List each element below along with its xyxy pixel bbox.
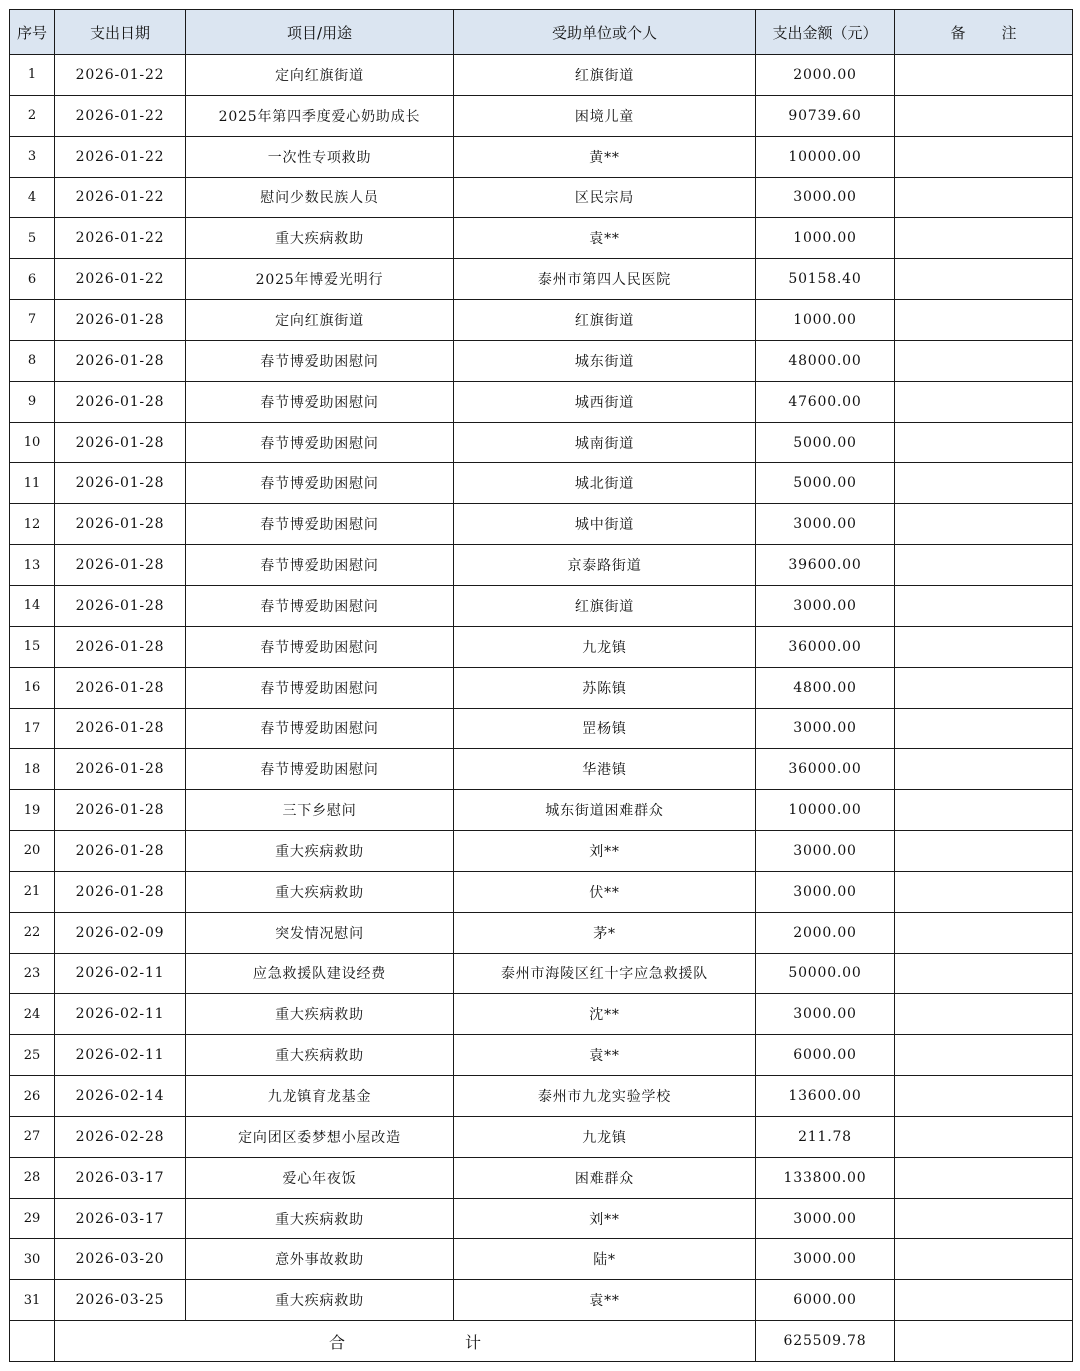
row-index: 24 xyxy=(10,994,55,1035)
row-project: 重大疾病救助 xyxy=(186,1280,454,1321)
row-recipient: 红旗街道 xyxy=(454,585,756,626)
row-recipient: 城东街道困难群众 xyxy=(454,790,756,831)
row-amount: 3000.00 xyxy=(756,504,895,545)
row-recipient: 困境儿童 xyxy=(454,95,756,136)
total-index-cell xyxy=(10,1321,55,1362)
row-remark xyxy=(895,708,1073,749)
row-date: 2026-01-28 xyxy=(55,545,186,586)
row-amount: 6000.00 xyxy=(756,1280,895,1321)
row-recipient: 城东街道 xyxy=(454,340,756,381)
row-remark xyxy=(895,136,1073,177)
row-remark xyxy=(895,504,1073,545)
row-index: 25 xyxy=(10,1035,55,1076)
row-project: 春节博爱助困慰问 xyxy=(186,667,454,708)
row-project: 2025年博爱光明行 xyxy=(186,259,454,300)
row-recipient: 泰州市九龙实验学校 xyxy=(454,1076,756,1117)
total-label-char-2: 计 xyxy=(465,1332,482,1352)
row-recipient: 九龙镇 xyxy=(454,626,756,667)
row-date: 2026-01-28 xyxy=(55,585,186,626)
row-remark xyxy=(895,953,1073,994)
table-header xyxy=(10,10,1073,55)
row-date: 2026-03-17 xyxy=(55,1157,186,1198)
row-date: 2026-01-28 xyxy=(55,300,186,341)
row-remark xyxy=(895,1116,1073,1157)
row-index: 17 xyxy=(10,708,55,749)
row-index: 1 xyxy=(10,55,55,96)
expenditure-table-container xyxy=(9,9,1072,1362)
row-amount: 47600.00 xyxy=(756,381,895,422)
row-amount: 5000.00 xyxy=(756,422,895,463)
row-amount: 36000.00 xyxy=(756,626,895,667)
table-footer xyxy=(10,1321,1073,1362)
row-recipient: 区民宗局 xyxy=(454,177,756,218)
table-row xyxy=(10,545,1073,586)
table-row xyxy=(10,626,1073,667)
row-remark xyxy=(895,871,1073,912)
row-amount: 36000.00 xyxy=(756,749,895,790)
row-date: 2026-01-28 xyxy=(55,749,186,790)
row-index: 4 xyxy=(10,177,55,218)
table-row xyxy=(10,790,1073,831)
row-amount: 39600.00 xyxy=(756,545,895,586)
row-index: 27 xyxy=(10,1116,55,1157)
row-date: 2026-03-20 xyxy=(55,1239,186,1280)
row-index: 30 xyxy=(10,1239,55,1280)
row-project: 重大疾病救助 xyxy=(186,218,454,259)
row-recipient: 苏陈镇 xyxy=(454,667,756,708)
row-index: 20 xyxy=(10,831,55,872)
row-date: 2026-01-22 xyxy=(55,95,186,136)
row-project: 春节博爱助困慰问 xyxy=(186,463,454,504)
row-amount: 50000.00 xyxy=(756,953,895,994)
table-row xyxy=(10,55,1073,96)
row-project: 重大疾病救助 xyxy=(186,1198,454,1239)
row-amount: 133800.00 xyxy=(756,1157,895,1198)
row-index: 29 xyxy=(10,1198,55,1239)
row-project: 一次性专项救助 xyxy=(186,136,454,177)
table-row xyxy=(10,177,1073,218)
table-row xyxy=(10,259,1073,300)
row-remark xyxy=(895,667,1073,708)
table-row xyxy=(10,1157,1073,1198)
row-amount: 2000.00 xyxy=(756,55,895,96)
row-amount: 3000.00 xyxy=(756,177,895,218)
row-index: 6 xyxy=(10,259,55,300)
header-row xyxy=(10,10,1073,55)
row-recipient: 城中街道 xyxy=(454,504,756,545)
row-date: 2026-02-11 xyxy=(55,953,186,994)
row-project: 春节博爱助困慰问 xyxy=(186,422,454,463)
row-amount: 3000.00 xyxy=(756,585,895,626)
row-amount: 10000.00 xyxy=(756,790,895,831)
row-recipient: 沈** xyxy=(454,994,756,1035)
row-date: 2026-01-22 xyxy=(55,136,186,177)
row-remark xyxy=(895,1198,1073,1239)
row-index: 16 xyxy=(10,667,55,708)
table-row xyxy=(10,340,1073,381)
row-date: 2026-01-28 xyxy=(55,790,186,831)
row-index: 28 xyxy=(10,1157,55,1198)
row-amount: 3000.00 xyxy=(756,871,895,912)
row-recipient: 袁** xyxy=(454,1035,756,1076)
total-amount: 625509.78 xyxy=(756,1321,895,1362)
row-amount: 3000.00 xyxy=(756,708,895,749)
header-index: 序号 xyxy=(10,10,55,55)
row-date: 2026-01-28 xyxy=(55,504,186,545)
row-index: 10 xyxy=(10,422,55,463)
row-date: 2026-01-28 xyxy=(55,381,186,422)
row-recipient: 茅* xyxy=(454,912,756,953)
row-date: 2026-02-28 xyxy=(55,1116,186,1157)
row-recipient: 罡杨镇 xyxy=(454,708,756,749)
row-date: 2026-01-28 xyxy=(55,626,186,667)
table-row xyxy=(10,300,1073,341)
row-project: 定向红旗街道 xyxy=(186,55,454,96)
row-index: 26 xyxy=(10,1076,55,1117)
row-remark xyxy=(895,259,1073,300)
row-amount: 4800.00 xyxy=(756,667,895,708)
row-recipient: 华港镇 xyxy=(454,749,756,790)
row-project: 重大疾病救助 xyxy=(186,994,454,1035)
row-index: 8 xyxy=(10,340,55,381)
row-date: 2026-02-14 xyxy=(55,1076,186,1117)
row-remark xyxy=(895,340,1073,381)
row-project: 九龙镇育龙基金 xyxy=(186,1076,454,1117)
row-project: 定向红旗街道 xyxy=(186,300,454,341)
row-project: 重大疾病救助 xyxy=(186,871,454,912)
row-index: 19 xyxy=(10,790,55,831)
row-remark xyxy=(895,585,1073,626)
table-row xyxy=(10,1035,1073,1076)
row-project: 爱心年夜饭 xyxy=(186,1157,454,1198)
row-project: 突发情况慰问 xyxy=(186,912,454,953)
row-date: 2026-01-28 xyxy=(55,708,186,749)
row-amount: 10000.00 xyxy=(756,136,895,177)
row-date: 2026-03-17 xyxy=(55,1198,186,1239)
row-amount: 50158.40 xyxy=(756,259,895,300)
row-index: 12 xyxy=(10,504,55,545)
row-amount: 90739.60 xyxy=(756,95,895,136)
row-remark xyxy=(895,1157,1073,1198)
table-row xyxy=(10,1116,1073,1157)
row-remark xyxy=(895,1280,1073,1321)
row-project: 三下乡慰问 xyxy=(186,790,454,831)
row-remark xyxy=(895,749,1073,790)
table-row xyxy=(10,1076,1073,1117)
header-project: 项目/用途 xyxy=(186,10,454,55)
row-amount: 6000.00 xyxy=(756,1035,895,1076)
row-remark xyxy=(895,218,1073,259)
row-remark xyxy=(895,1035,1073,1076)
row-index: 5 xyxy=(10,218,55,259)
row-index: 22 xyxy=(10,912,55,953)
row-amount: 211.78 xyxy=(756,1116,895,1157)
table-row xyxy=(10,708,1073,749)
row-date: 2026-01-22 xyxy=(55,259,186,300)
table-row xyxy=(10,871,1073,912)
row-date: 2026-01-28 xyxy=(55,667,186,708)
header-amount: 支出金额（元） xyxy=(756,10,895,55)
total-row xyxy=(10,1321,1073,1362)
header-remark-char-2: 注 xyxy=(1001,23,1017,42)
row-recipient: 城南街道 xyxy=(454,422,756,463)
row-date: 2026-01-28 xyxy=(55,422,186,463)
row-remark xyxy=(895,1239,1073,1280)
row-recipient: 黄** xyxy=(454,136,756,177)
row-date: 2026-01-22 xyxy=(55,55,186,96)
row-date: 2026-01-28 xyxy=(55,340,186,381)
table-row xyxy=(10,953,1073,994)
row-amount: 3000.00 xyxy=(756,1198,895,1239)
header-remark-char-1: 备 xyxy=(950,23,966,42)
row-remark xyxy=(895,463,1073,504)
header-date: 支出日期 xyxy=(55,10,186,55)
row-date: 2026-01-22 xyxy=(55,177,186,218)
row-date: 2026-01-28 xyxy=(55,871,186,912)
row-remark xyxy=(895,95,1073,136)
table-row xyxy=(10,749,1073,790)
row-project: 春节博爱助困慰问 xyxy=(186,504,454,545)
row-recipient: 红旗街道 xyxy=(454,55,756,96)
table-row xyxy=(10,463,1073,504)
row-project: 应急救援队建设经费 xyxy=(186,953,454,994)
row-recipient: 泰州市第四人民医院 xyxy=(454,259,756,300)
row-date: 2026-01-22 xyxy=(55,218,186,259)
row-recipient: 九龙镇 xyxy=(454,1116,756,1157)
row-index: 7 xyxy=(10,300,55,341)
row-recipient: 困难群众 xyxy=(454,1157,756,1198)
total-label-char-1: 合 xyxy=(328,1332,345,1352)
row-index: 3 xyxy=(10,136,55,177)
row-project: 春节博爱助困慰问 xyxy=(186,749,454,790)
row-index: 21 xyxy=(10,871,55,912)
table-row xyxy=(10,585,1073,626)
row-amount: 3000.00 xyxy=(756,994,895,1035)
row-amount: 13600.00 xyxy=(756,1076,895,1117)
row-recipient: 刘** xyxy=(454,1198,756,1239)
expenditure-table xyxy=(9,9,1073,1362)
table-row xyxy=(10,831,1073,872)
row-remark xyxy=(895,177,1073,218)
row-remark xyxy=(895,300,1073,341)
table-row xyxy=(10,218,1073,259)
table-row xyxy=(10,1280,1073,1321)
row-project: 春节博爱助困慰问 xyxy=(186,626,454,667)
row-project: 重大疾病救助 xyxy=(186,1035,454,1076)
row-project: 2025年第四季度爱心奶助成长 xyxy=(186,95,454,136)
row-recipient: 陆* xyxy=(454,1239,756,1280)
row-project: 重大疾病救助 xyxy=(186,831,454,872)
row-index: 14 xyxy=(10,585,55,626)
table-row xyxy=(10,1239,1073,1280)
header-remark xyxy=(895,10,1073,55)
row-amount: 3000.00 xyxy=(756,1239,895,1280)
table-row xyxy=(10,912,1073,953)
row-remark xyxy=(895,790,1073,831)
table-row xyxy=(10,422,1073,463)
row-remark xyxy=(895,422,1073,463)
row-remark xyxy=(895,994,1073,1035)
row-project: 定向团区委梦想小屋改造 xyxy=(186,1116,454,1157)
row-project: 春节博爱助困慰问 xyxy=(186,708,454,749)
row-remark xyxy=(895,55,1073,96)
row-amount: 1000.00 xyxy=(756,218,895,259)
row-index: 2 xyxy=(10,95,55,136)
row-recipient: 红旗街道 xyxy=(454,300,756,341)
row-project: 春节博爱助困慰问 xyxy=(186,381,454,422)
row-index: 13 xyxy=(10,545,55,586)
row-remark xyxy=(895,381,1073,422)
row-index: 23 xyxy=(10,953,55,994)
row-recipient: 泰州市海陵区红十字应急救援队 xyxy=(454,953,756,994)
row-remark xyxy=(895,545,1073,586)
header-recipient: 受助单位或个人 xyxy=(454,10,756,55)
row-date: 2026-01-28 xyxy=(55,463,186,504)
row-date: 2026-02-11 xyxy=(55,994,186,1035)
table-row xyxy=(10,95,1073,136)
row-date: 2026-02-09 xyxy=(55,912,186,953)
row-index: 18 xyxy=(10,749,55,790)
row-recipient: 京泰路街道 xyxy=(454,545,756,586)
row-recipient: 城北街道 xyxy=(454,463,756,504)
row-date: 2026-03-25 xyxy=(55,1280,186,1321)
row-recipient: 伏** xyxy=(454,871,756,912)
row-amount: 48000.00 xyxy=(756,340,895,381)
row-recipient: 袁** xyxy=(454,1280,756,1321)
row-date: 2026-02-11 xyxy=(55,1035,186,1076)
row-project: 慰问少数民族人员 xyxy=(186,177,454,218)
table-row xyxy=(10,667,1073,708)
row-project: 春节博爱助困慰问 xyxy=(186,585,454,626)
table-body xyxy=(10,55,1073,1321)
row-remark xyxy=(895,1076,1073,1117)
row-index: 11 xyxy=(10,463,55,504)
total-label xyxy=(55,1321,756,1362)
row-remark xyxy=(895,626,1073,667)
table-row xyxy=(10,381,1073,422)
table-row xyxy=(10,504,1073,545)
total-remark-cell xyxy=(895,1321,1073,1362)
row-project: 春节博爱助困慰问 xyxy=(186,340,454,381)
row-index: 31 xyxy=(10,1280,55,1321)
row-amount: 2000.00 xyxy=(756,912,895,953)
row-remark xyxy=(895,831,1073,872)
row-project: 春节博爱助困慰问 xyxy=(186,545,454,586)
table-row xyxy=(10,1198,1073,1239)
row-amount: 1000.00 xyxy=(756,300,895,341)
row-amount: 5000.00 xyxy=(756,463,895,504)
table-row xyxy=(10,136,1073,177)
row-index: 9 xyxy=(10,381,55,422)
row-recipient: 袁** xyxy=(454,218,756,259)
row-index: 15 xyxy=(10,626,55,667)
row-recipient: 城西街道 xyxy=(454,381,756,422)
row-amount: 3000.00 xyxy=(756,831,895,872)
row-project: 意外事故救助 xyxy=(186,1239,454,1280)
row-remark xyxy=(895,912,1073,953)
table-row xyxy=(10,994,1073,1035)
row-date: 2026-01-28 xyxy=(55,831,186,872)
row-recipient: 刘** xyxy=(454,831,756,872)
